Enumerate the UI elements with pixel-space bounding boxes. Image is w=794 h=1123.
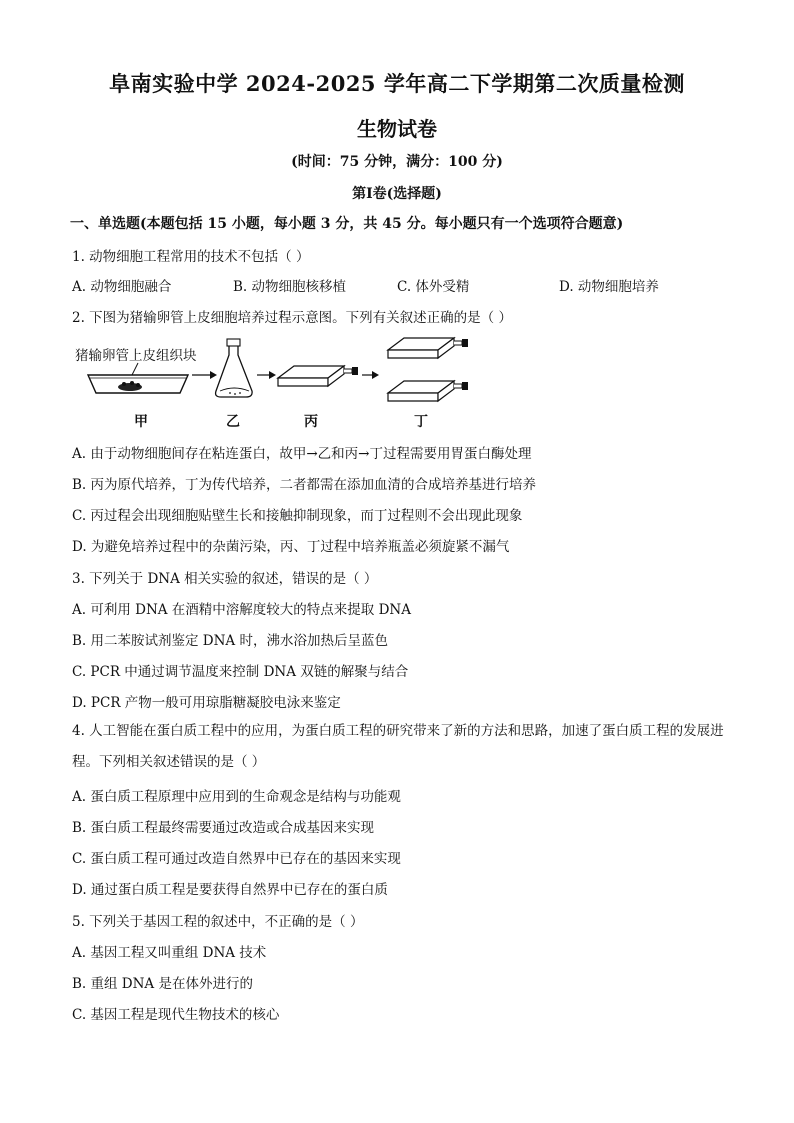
diagram-label-tissue: 猪输卵管上皮组织块: [75, 348, 197, 364]
diagram-label-yi: 乙: [226, 414, 240, 430]
q2-stem: 2. 下图为猪输卵管上皮细胞培养过程示意图。下列有关叙述正确的是（ ）: [72, 310, 512, 326]
q5-option-c: C. 基因工程是现代生物技术的核心: [72, 1007, 280, 1023]
diagram-bottle-subculture-bottom: [388, 381, 468, 401]
q5-stem: 5. 下列关于基因工程的叙述中，不正确的是（ ）: [72, 914, 364, 930]
q3-option-a: A. 可利用 DNA 在酒精中溶解度较大的特点来提取 DNA: [72, 602, 411, 618]
section-heading: 一、单选题(本题包括 15 小题，每小题 3 分，共 45 分。每小题只有一个选项符合题意): [70, 216, 624, 232]
exam-subject: 生物试卷: [357, 117, 437, 141]
diagram-bottle-primary: [278, 366, 358, 386]
diagram-label-ding: 丁: [414, 414, 428, 430]
q1-option-d: D. 动物细胞培养: [559, 279, 659, 295]
diagram-flask: [216, 339, 253, 397]
q4-option-a: A. 蛋白质工程原理中应用到的生命观念是结构与功能观: [72, 789, 401, 805]
q1-option-b: B. 动物细胞核移植: [233, 279, 347, 295]
q1-stem: 1. 动物细胞工程常用的技术不包括（ ）: [72, 249, 310, 265]
q5-option-b: B. 重组 DNA 是在体外进行的: [72, 976, 253, 992]
q4-option-c: C. 蛋白质工程可通过改造自然界中已存在的基因来实现: [72, 851, 401, 867]
q3-option-c: C. PCR 中通过调节温度来控制 DNA 双链的解聚与结合: [72, 664, 409, 680]
q4-stem: 4. 人工智能在蛋白质工程中的应用，为蛋白质工程的研究带来了新的方法和思路，加速了蛋白质工程的发展进程。下列相关叙述错误的是（ ）: [72, 723, 724, 770]
diagram-label-jia: 甲: [134, 414, 148, 430]
q2-option-a: A. 由于动物细胞间存在粘连蛋白，故甲→乙和丙→丁过程需要用胃蛋白酶处理: [72, 446, 532, 462]
q2-option-c: C. 丙过程会出现细胞贴壁生长和接触抑制现象，而丁过程则不会出现此现象: [72, 508, 523, 524]
exam-meta: (时间：75 分钟，满分：100 分): [291, 154, 503, 170]
cell-culture-diagram: [72, 333, 492, 433]
diagram-label-bing: 丙: [304, 414, 318, 430]
exam-title: 阜南实验中学 2024-2025 学年高二下学期第二次质量检测: [109, 71, 685, 96]
q3-option-d: D. PCR 产物一般可用琼脂糖凝胶电泳来鉴定: [72, 695, 341, 711]
q2-option-b: B. 丙为原代培养，丁为传代培养，二者都需在添加血清的合成培养基进行培养: [72, 477, 537, 493]
q3-option-b: B. 用二苯胺试剂鉴定 DNA 时，沸水浴加热后呈蓝色: [72, 633, 388, 649]
q1-option-c: C. 体外受精: [397, 279, 470, 295]
diagram-dish: [88, 375, 188, 393]
q5-option-a: A. 基因工程又叫重组 DNA 技术: [72, 945, 267, 961]
q3-stem: 3. 下列关于 DNA 相关实验的叙述，错误的是（ ）: [72, 571, 378, 587]
q4-option-b: B. 蛋白质工程最终需要通过改造或合成基因来实现: [72, 820, 375, 836]
q1-option-a: A. 动物细胞融合: [72, 279, 172, 295]
diagram-bottle-subculture-top: [388, 338, 468, 358]
exam-part: 第Ⅰ卷(选择题): [352, 186, 442, 202]
q4-option-d: D. 通过蛋白质工程是要获得自然界中已存在的蛋白质: [72, 882, 388, 898]
q2-option-d: D. 为避免培养过程中的杂菌污染，丙、丁过程中培养瓶盖必须旋紧不漏气: [72, 539, 510, 555]
